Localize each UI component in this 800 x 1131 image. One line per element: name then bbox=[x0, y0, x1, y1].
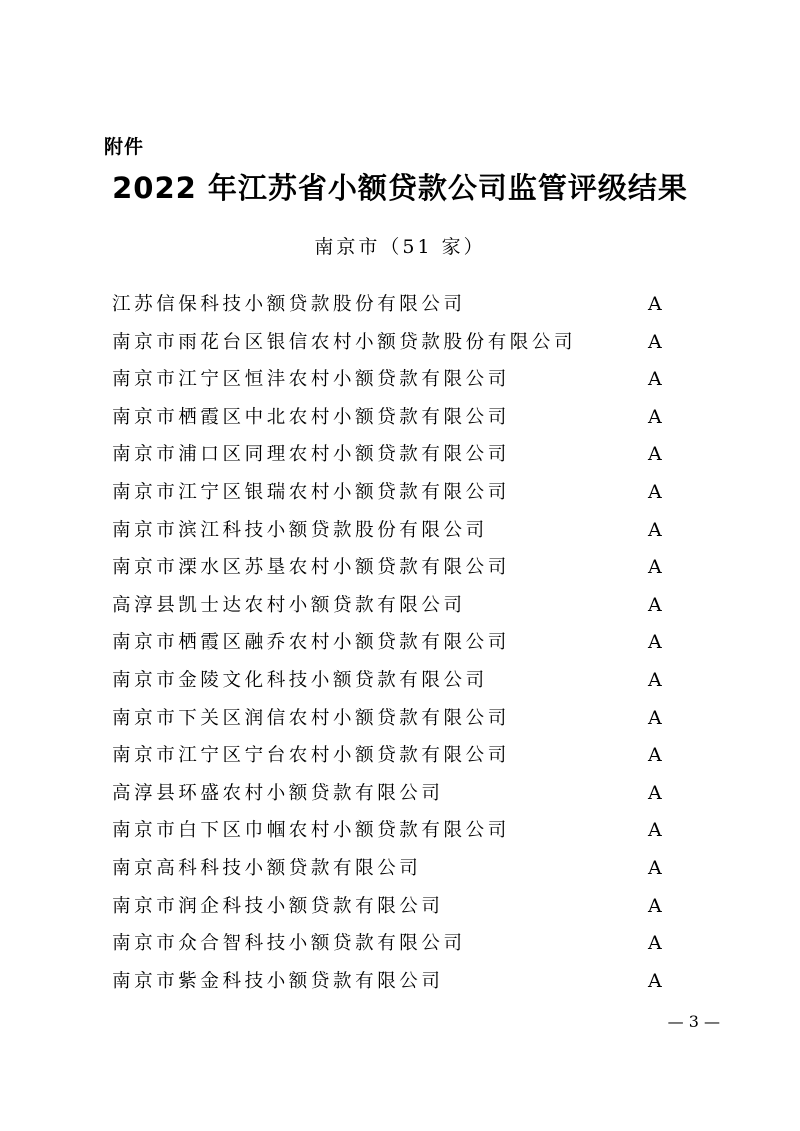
page-title: 2022 年江苏省小额贷款公司监管评级结果 bbox=[112, 171, 688, 205]
rating-grade: A bbox=[648, 293, 662, 315]
rating-grade: A bbox=[648, 556, 662, 579]
list-item bbox=[112, 888, 672, 926]
company-name: 南京市江宁区宁台农村小额贷款有限公司 bbox=[112, 745, 510, 767]
list-item bbox=[112, 549, 672, 587]
company-name: 南京市江宁区恒沣农村小额贷款有限公司 bbox=[112, 369, 510, 391]
rating-grade: A bbox=[648, 706, 662, 729]
list-item bbox=[112, 587, 672, 625]
list-item bbox=[112, 512, 672, 550]
list-item bbox=[112, 963, 672, 1001]
company-name: 南京市滨江科技小额贷款股份有限公司 bbox=[112, 519, 488, 541]
rating-grade: A bbox=[648, 781, 662, 804]
company-name: 南京市白下区巾帼农村小额贷款有限公司 bbox=[112, 820, 510, 842]
rating-grade: A bbox=[648, 819, 662, 842]
section-title: 南京市（51 家） bbox=[314, 236, 486, 258]
company-name: 南京市浦口区同理农村小额贷款有限公司 bbox=[112, 444, 510, 466]
company-name: 南京市江宁区银瑞农村小额贷款有限公司 bbox=[112, 481, 510, 503]
company-name: 南京市众合智科技小额贷款有限公司 bbox=[112, 933, 466, 955]
company-name: 南京高科科技小额贷款有限公司 bbox=[112, 857, 422, 879]
company-list bbox=[112, 286, 672, 1000]
rating-grade: A bbox=[648, 368, 662, 391]
company-name: 南京市雨花台区银信农村小额贷款股份有限公司 bbox=[112, 331, 577, 353]
company-name: 南京市下关区润信农村小额贷款有限公司 bbox=[112, 707, 510, 729]
company-name: 江苏信保科技小额贷款股份有限公司 bbox=[112, 294, 466, 315]
list-item bbox=[112, 399, 672, 437]
rating-grade: A bbox=[648, 744, 662, 767]
rating-grade: A bbox=[648, 405, 662, 428]
rating-grade: A bbox=[648, 969, 662, 992]
list-item bbox=[112, 474, 672, 512]
list-item bbox=[112, 700, 672, 738]
list-item bbox=[112, 925, 672, 963]
list-item bbox=[112, 624, 672, 662]
list-item bbox=[112, 286, 672, 324]
rating-grade: A bbox=[648, 330, 662, 353]
company-name: 南京市栖霞区融乔农村小额贷款有限公司 bbox=[112, 632, 510, 654]
list-item bbox=[112, 436, 672, 474]
company-name: 南京市金陵文化科技小额贷款有限公司 bbox=[112, 669, 488, 691]
list-item bbox=[112, 361, 672, 399]
company-name: 高淳县凯士达农村小额贷款有限公司 bbox=[112, 594, 466, 616]
company-name: 南京市润企科技小额贷款有限公司 bbox=[112, 895, 444, 917]
list-item bbox=[112, 324, 672, 362]
rating-grade: A bbox=[648, 631, 662, 654]
company-name: 南京市紫金科技小额贷款有限公司 bbox=[112, 970, 444, 992]
page-number: — 3 — bbox=[667, 1012, 720, 1031]
rating-grade: A bbox=[648, 932, 662, 955]
rating-grade: A bbox=[648, 443, 662, 466]
list-item bbox=[112, 662, 672, 700]
rating-grade: A bbox=[648, 856, 662, 879]
rating-grade: A bbox=[648, 480, 662, 503]
attachment-label: 附件 bbox=[104, 136, 145, 158]
rating-grade: A bbox=[648, 668, 662, 691]
rating-grade: A bbox=[648, 518, 662, 541]
list-item bbox=[112, 775, 672, 813]
list-item bbox=[112, 812, 672, 850]
rating-grade: A bbox=[648, 593, 662, 616]
company-name: 高淳县环盛农村小额贷款有限公司 bbox=[112, 782, 444, 804]
company-name: 南京市栖霞区中北农村小额贷款有限公司 bbox=[112, 406, 510, 428]
list-item bbox=[112, 737, 672, 775]
list-item bbox=[112, 850, 672, 888]
rating-grade: A bbox=[648, 894, 662, 917]
company-name: 南京市溧水区苏垦农村小额贷款有限公司 bbox=[112, 557, 510, 579]
